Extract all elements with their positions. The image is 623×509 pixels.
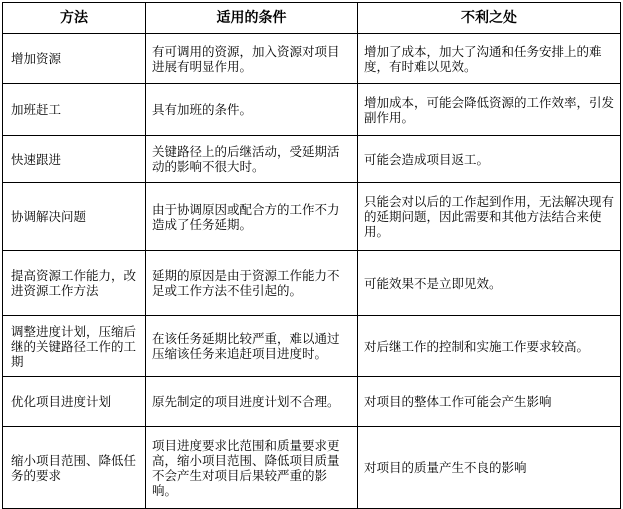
disadvantage-cell: 可能会造成项目返工。 — [358, 136, 621, 183]
condition-cell: 有可调用的资源，加入资源对项目进展有明显作用。 — [146, 34, 358, 84]
schedule-recovery-methods-table — [2, 2, 621, 509]
disadvantage-cell: 只能会对以后的工作起到作用，无法解决现有的延期问题，因此需要和其他方法结合来使用。 — [358, 183, 621, 251]
table-header-row — [3, 3, 621, 34]
table-row — [3, 427, 621, 509]
method-cell: 加班赶工 — [3, 84, 146, 136]
disadvantage-cell: 对后继工作的控制和实施工作要求较高。 — [358, 316, 621, 377]
table-row — [3, 316, 621, 377]
header-method: 方法 — [3, 3, 146, 34]
condition-cell: 在该任务延期比较严重，难以通过压缩该任务来追赶项目进度时。 — [146, 316, 358, 377]
method-cell: 增加资源 — [3, 34, 146, 84]
method-cell: 提高资源工作能力，改进资源工作方法 — [3, 251, 146, 316]
condition-cell: 由于协调原因或配合方的工作不力造成了任务延期。 — [146, 183, 358, 251]
method-cell: 快速跟进 — [3, 136, 146, 183]
condition-cell: 延期的原因是由于资源工作能力不足或工作方法不佳引起的。 — [146, 251, 358, 316]
method-cell: 调整进度计划，压缩后继的关键路径工作的工期 — [3, 316, 146, 377]
method-cell: 协调解决问题 — [3, 183, 146, 251]
disadvantage-cell: 可能效果不是立即见效。 — [358, 251, 621, 316]
method-cell: 缩小项目范围、降低任务的要求 — [3, 427, 146, 509]
disadvantage-cell: 增加成本，可能会降低资源的工作效率，引发副作用。 — [358, 84, 621, 136]
table-row — [3, 183, 621, 251]
table-row — [3, 136, 621, 183]
disadvantage-cell: 对项目的质量产生不良的影响 — [358, 427, 621, 509]
header-conditions: 适用的条件 — [146, 3, 358, 34]
header-disadvantages: 不利之处 — [358, 3, 621, 34]
disadvantage-cell: 对项目的整体工作可能会产生影响 — [358, 377, 621, 427]
condition-cell: 项目进度要求比范围和质量要求更高，缩小项目范围、降低项目质量不会产生对项目后果较严重的影响。 — [146, 427, 358, 509]
comparison-table-container — [2, 2, 620, 507]
disadvantage-cell: 增加了成本，加大了沟通和任务安排上的难度，有时难以见效。 — [358, 34, 621, 84]
condition-cell: 原先制定的项目进度计划不合理。 — [146, 377, 358, 427]
table-row — [3, 377, 621, 427]
table-row — [3, 34, 621, 84]
table-row — [3, 84, 621, 136]
condition-cell: 具有加班的条件。 — [146, 84, 358, 136]
method-cell: 优化项目进度计划 — [3, 377, 146, 427]
condition-cell: 关键路径上的后继活动，受延期活动的影响不很大时。 — [146, 136, 358, 183]
table-row — [3, 251, 621, 316]
